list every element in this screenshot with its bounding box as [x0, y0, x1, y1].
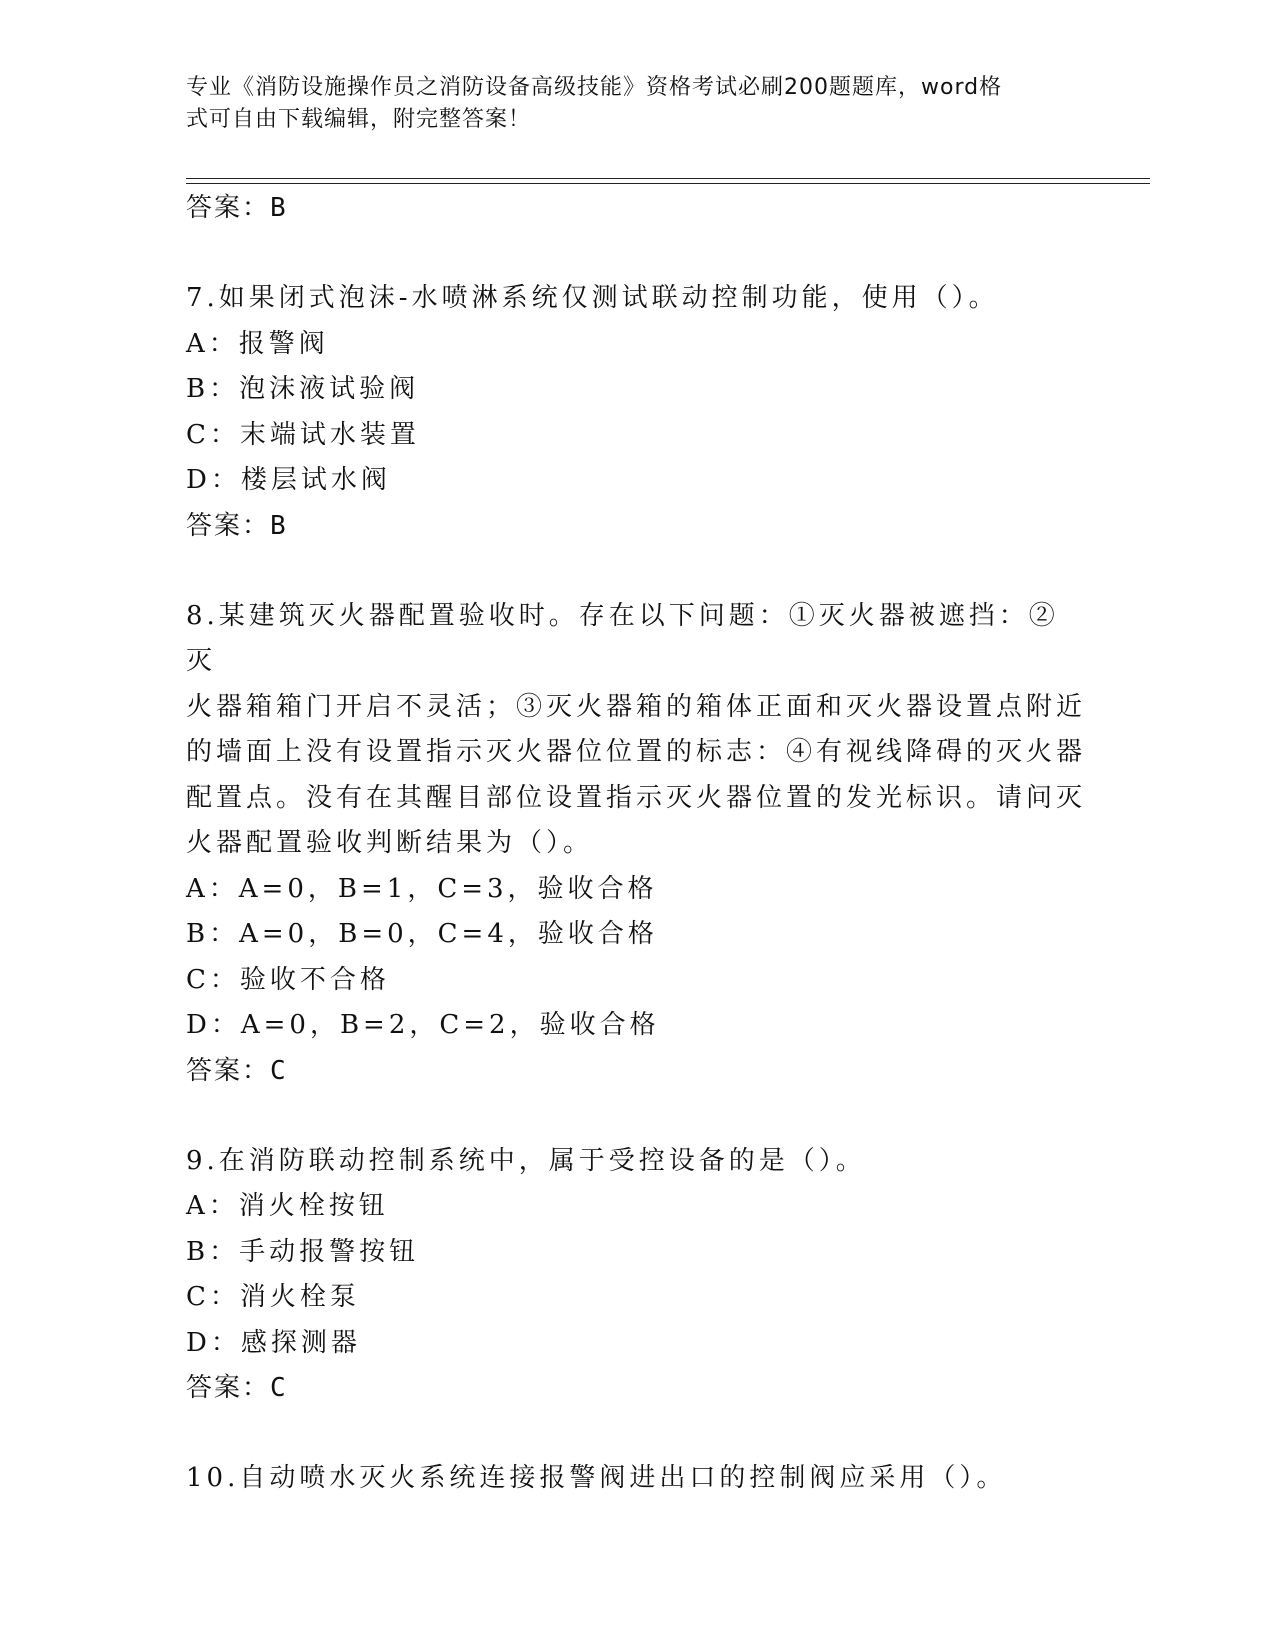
question-8-stem-line-2: 火器箱箱门开启不灵活；③灭火器箱的箱体正面和灭火器设置点附近 — [186, 691, 1087, 722]
spacer — [186, 1411, 1086, 1456]
question-9-option-b: B：手动报警按钮 — [186, 1236, 420, 1267]
question-9 — [186, 1139, 1086, 1412]
answer-prev: 答案：B — [186, 193, 288, 223]
question-8-stem-line-3: 的墙面上没有设置指示灭火器位位置的标志：④有视线降碍的灭火器 — [186, 737, 1087, 767]
question-9-answer: 答案：C — [186, 1373, 288, 1403]
question-8-answer: 答案：C — [186, 1055, 288, 1086]
question-7-option-c: C：末端试水装置 — [186, 419, 420, 450]
question-8-stem-line-5: 火器配置验收判断结果为（）。 — [186, 828, 594, 858]
question-9-stem: 9.在消防联动控制系统中，属于受控设备的是（）。 — [186, 1145, 866, 1176]
question-8 — [186, 594, 1086, 1094]
question-7-option-b: B：泡沫液试验阀 — [186, 374, 420, 404]
spacer — [186, 1094, 1086, 1139]
header-line-1: 专业《消防设施操作员之消防设备高级技能》资格考试必刷200题题库，word格 — [186, 75, 1003, 100]
question-7-option-a: A：报警阀 — [186, 328, 329, 359]
question-8-option-a: A：A=0，B=1，C=3，验收合格 — [186, 873, 658, 904]
question-8-option-d: D：A=0，B=2，C=2，验收合格 — [186, 1010, 660, 1040]
question-9-option-d: D：感探测器 — [186, 1327, 361, 1358]
header-line-2: 式可自由下载编辑，附完整答案！ — [186, 107, 532, 132]
question-list — [186, 186, 1086, 1502]
question-8-option-c: C：验收不合格 — [186, 964, 390, 995]
question-7-answer: 答案：B — [186, 510, 288, 541]
question-10-stem: 10.自动喷水灭火系统连接报警阀进出口的控制阀应采用（）。 — [186, 1463, 1007, 1493]
question-8-stem-line-4: 配置点。没有在其醒目部位设置指示灭火器位置的发光标识。请问灭 — [186, 782, 1087, 813]
question-7-option-d: D：楼层试水阀 — [186, 465, 391, 495]
question-7 — [186, 276, 1086, 549]
spacer — [186, 231, 1086, 276]
document-header — [186, 72, 1066, 136]
spacer — [186, 549, 1086, 594]
header-divider-top — [186, 178, 1150, 179]
question-9-option-a: A：消火栓按钮 — [186, 1191, 389, 1221]
question-10 — [186, 1456, 1086, 1502]
question-8-option-b: B：A=0，B=0，C=4，验收合格 — [186, 919, 658, 949]
header-divider-bottom — [186, 183, 1150, 184]
question-9-option-c: C：消火栓泵 — [186, 1282, 360, 1312]
question-8-stem-line-1: 8.某建筑灭火器配置验收时。存在以下问题：①灭火器被遮挡：②灭 — [186, 600, 1059, 676]
question-7-stem: 7.如果闭式泡沫-水喷淋系统仅测试联动控制功能，使用（）。 — [186, 283, 999, 313]
